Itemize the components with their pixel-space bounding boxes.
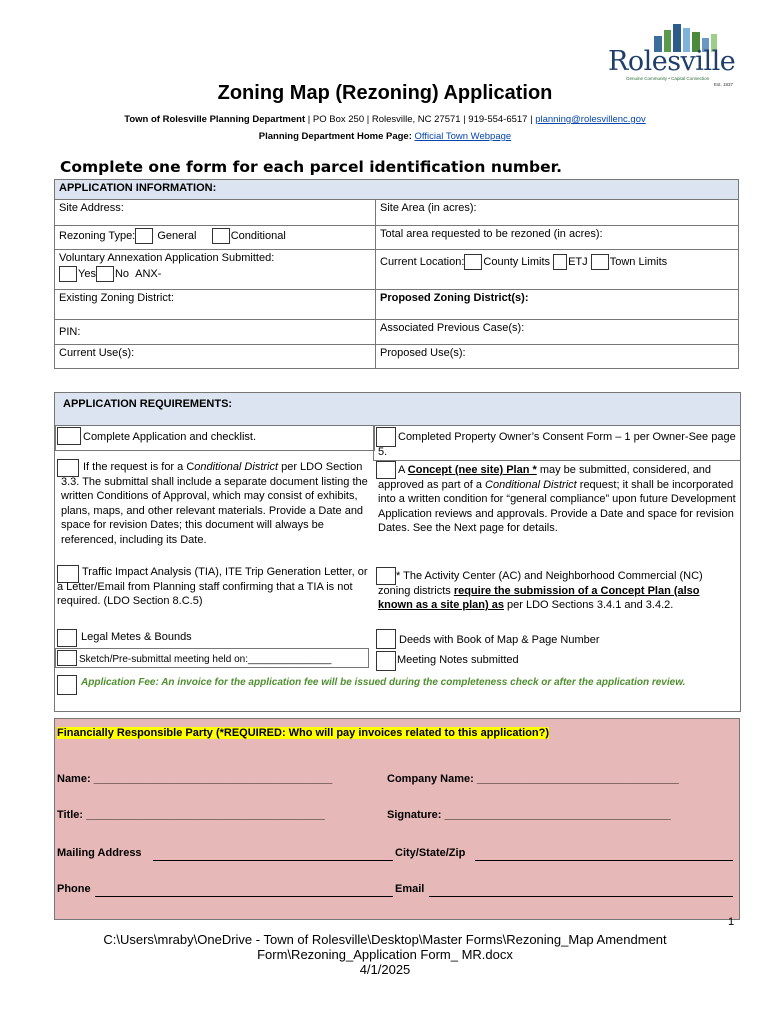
footer-path-line2: Form\Rezoning_Application Form_ MR.docx	[257, 947, 513, 962]
page-number: 1	[728, 916, 735, 928]
annex-no-label: No	[114, 267, 130, 280]
application-requirements	[54, 392, 741, 712]
concept-plan-item: A Concept (nee site) Plan * may be submitted, considered, and approved as part of a Conditional District request; it shall be incorporated into a written condition for “general compliance” upon future Development Application reviews and approvals. Provide a Date and space for revision Dates. See the Next page for details.	[378, 464, 736, 534]
financial-party-section	[54, 718, 740, 920]
conditional-checkbox[interactable]	[212, 228, 230, 244]
voluntary-annexation-row	[55, 250, 376, 290]
deeds-checkbox[interactable]	[376, 629, 396, 649]
meeting-notes-item: Meeting Notes submitted	[397, 654, 519, 666]
phone-field[interactable]	[95, 896, 393, 897]
company-field[interactable]: Company Name: _________________________________	[387, 773, 679, 785]
etj-checkbox[interactable]	[553, 254, 567, 270]
town-limits-label: Town Limits	[609, 255, 668, 268]
rezoning-type-label: Rezoning Type:	[59, 229, 136, 242]
existing-zoning-field[interactable]	[55, 290, 376, 320]
proposed-zoning-label: Proposed Zoning District(s):	[380, 292, 529, 304]
app-info-band: APPLICATION INFORMATION:	[55, 180, 739, 200]
footer-date: 4/1/2025	[359, 962, 411, 977]
homepage-label: Planning Department Home Page:	[258, 131, 415, 142]
logo-tagline: Genuine Community • Capital Connection	[626, 76, 710, 81]
total-area-field[interactable]	[376, 226, 739, 250]
annex-no-checkbox[interactable]	[96, 266, 114, 282]
page-title: Zoning Map (Rezoning) Application	[217, 82, 553, 104]
annex-yes-label: Yes	[78, 267, 96, 280]
site-area-label: Site Area (in acres):	[380, 202, 477, 214]
existing-zoning-label: Existing Zoning District:	[59, 292, 174, 304]
current-uses-label: Current Use(s):	[59, 347, 135, 359]
town-limits-checkbox[interactable]	[591, 254, 609, 270]
requirements-band	[55, 393, 740, 426]
owner-consent-item: Completed Property Owner’s Consent Form – 1 per Owner-See page 5.	[378, 431, 736, 458]
metes-bounds-item: Legal Metes & Bounds	[81, 631, 192, 643]
activity-center-item: * The Activity Center (AC) and Neighborhood Commercial (NC) zoning districts require the submission of a Concept Plan (also known as a site plan) as per LDO Sections 3.4.1 and 3.4.2.	[378, 570, 703, 611]
rolesville-logo	[608, 22, 744, 88]
checklist-checkbox[interactable]	[57, 427, 81, 445]
proposed-uses-field[interactable]	[376, 345, 739, 369]
current-location-label: Current Location:	[380, 255, 465, 268]
metes-bounds-checkbox[interactable]	[57, 629, 77, 647]
anx-number-label: ANX-	[135, 267, 162, 280]
department-name: Town of Rolesville Planning Department	[124, 114, 306, 125]
signature-field[interactable]: Signature: _____________________________________	[387, 809, 671, 821]
logo-wordmark: Rolesville	[608, 46, 736, 77]
general-checkbox[interactable]	[135, 228, 153, 244]
checklist-item: Complete Application and checklist.	[83, 431, 257, 443]
financial-heading: Financially Responsible Party (*REQUIRED: Who will pay invoices related to this application?)	[57, 727, 550, 739]
contact-line	[0, 114, 770, 125]
application-info-table	[54, 179, 739, 369]
homepage-link[interactable]: Official Town Webpage	[414, 131, 512, 142]
proposed-uses-label: Proposed Use(s):	[380, 347, 466, 359]
footer-path-line1: C:\Users\mraby\OneDrive - Town of Rolesville\Desktop\Master Forms\Rezoning_Map Amendment	[103, 932, 667, 947]
phone-label: Phone	[57, 883, 91, 895]
email-label: Email	[395, 883, 425, 895]
form-instruction: Complete one form for each parcel identification number.	[60, 158, 562, 176]
city-field[interactable]	[475, 860, 733, 861]
county-limits-label: County Limits	[483, 255, 551, 268]
etj-label: ETJ	[568, 255, 588, 268]
general-label: General	[157, 229, 197, 242]
site-address-label: Site Address:	[59, 202, 124, 214]
logo-est: Est. 1837	[714, 82, 734, 87]
annex-yes-checkbox[interactable]	[59, 266, 77, 282]
deeds-item: Deeds with Book of Map & Page Number	[399, 634, 600, 646]
vol-annex-label: Voluntary Annexation Application Submitted:	[59, 252, 275, 264]
site-area-field[interactable]	[376, 200, 739, 226]
department-address: | PO Box 250 | Rolesville, NC 27571 | 919-554-6517 |	[305, 114, 536, 125]
name-field[interactable]: Name: _______________________________________	[57, 773, 333, 785]
current-uses-field[interactable]	[55, 345, 376, 369]
application-fee-note: Application Fee: An invoice for the application fee will be issued during the completeness check or after the application review.	[81, 677, 686, 688]
homepage-line	[0, 131, 770, 142]
fee-checkbox[interactable]	[57, 675, 77, 695]
email-field[interactable]	[429, 896, 733, 897]
conditional-label: Conditional	[230, 229, 286, 242]
total-area-label: Total area requested to be rezoned (in acres):	[380, 228, 603, 240]
current-location-row	[376, 250, 739, 290]
sketch-item[interactable]: Sketch/Pre-submittal meeting held on:_______________	[79, 654, 332, 665]
requirements-heading: APPLICATION REQUIREMENTS:	[63, 398, 233, 410]
pin-field[interactable]	[55, 320, 376, 345]
email-link[interactable]: planning@rolesvillenc.gov	[535, 114, 646, 125]
mailing-label: Mailing Address	[57, 847, 142, 859]
county-limits-checkbox[interactable]	[464, 254, 482, 270]
proposed-zoning-field[interactable]	[376, 290, 739, 320]
assoc-cases-field[interactable]	[376, 320, 739, 345]
city-label: City/State/Zip	[395, 847, 466, 859]
pin-label: PIN:	[59, 326, 81, 338]
site-address-field[interactable]	[55, 200, 376, 226]
sketch-checkbox[interactable]	[57, 650, 77, 666]
mailing-field[interactable]	[153, 860, 393, 861]
tia-item: Traffic Impact Analysis (TIA), ITE Trip Generation Letter, or a Letter/Email from Planning staff confirming that a TIA is not required. (LDO Section 8.C.5)	[57, 566, 368, 607]
conditional-district-item: If the request is for a Conditional District per LDO Section 3.3. The submittal shall include a separate document listing the written Conditions of Approval, which may consist of exhibits, plans, maps, and other relevant materials. Provide a Date and space for revision Dates; this document will always be referenced, including its Date.	[61, 461, 368, 546]
rezoning-type-row	[55, 226, 376, 250]
assoc-cases-label: Associated Previous Case(s):	[380, 322, 525, 334]
meeting-notes-checkbox[interactable]	[376, 651, 396, 671]
title-field[interactable]: Title: _______________________________________	[57, 809, 325, 821]
